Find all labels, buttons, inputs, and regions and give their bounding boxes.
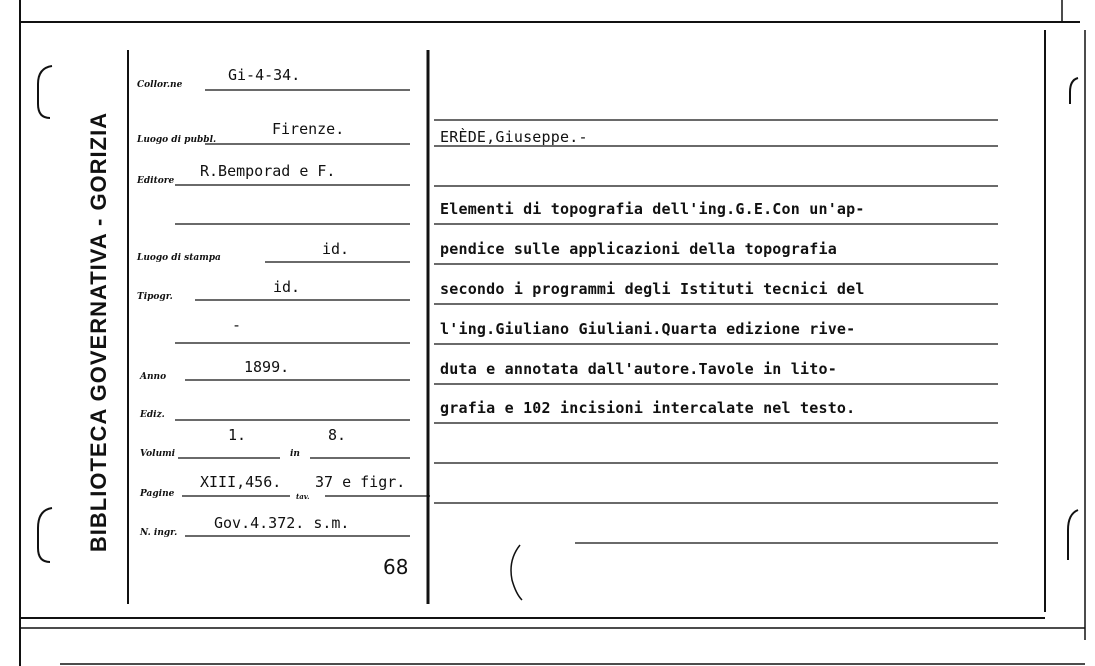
description-line: grafia e 102 incisioni intercalate nel testo. [440, 399, 856, 417]
description-line: pendice sulle applicazioni della topografia [440, 240, 837, 258]
description-line: secondo i programmi degli Istituti tecnici del [440, 280, 865, 298]
n-ingr-label: N. ingr. [140, 528, 178, 538]
pagine-value: XIII,456. [200, 473, 282, 491]
edizione-label: Ediz. [140, 410, 165, 420]
library-title: BIBLIOTECA GOVERNATIVA - GORIZIA [86, 111, 111, 553]
tipografia-label: Tipogr. [137, 292, 173, 302]
n-ingr-value: Gov.4.372. s.m. [214, 514, 350, 532]
luogo-stampa-label: Luogo di stampa [137, 253, 221, 263]
anno-value: 1899. [244, 358, 290, 376]
editore-label: Editore [137, 176, 175, 186]
pagine-label: Pagine [140, 489, 175, 499]
volumi-in-label: in [290, 449, 300, 459]
collocazione-label: Collor.ne [137, 80, 183, 90]
tipografia-value: id. [273, 278, 301, 296]
anno-label: Anno [140, 372, 167, 382]
description-line: l'ing.Giuliano Giuliani.Quarta edizione rive- [440, 320, 856, 338]
tavole-value: 37 e figr. [315, 473, 406, 491]
blank-mark: - [232, 316, 242, 334]
volumi-in-value: 8. [328, 426, 347, 444]
card-number: 68 [383, 555, 409, 579]
volumi-value: 1. [228, 426, 247, 444]
luogo-stampa-value: id. [322, 240, 350, 258]
author-heading: ERÈDE,Giuseppe.- [440, 128, 588, 146]
luogo-pubbl-value: Firenze. [272, 120, 345, 138]
description-line: duta e annotata dall'autore.Tavole in lito- [440, 360, 837, 378]
collocazione-value: Gi-4-34. [228, 66, 301, 84]
editore-value: R.Bemporad e F. [200, 162, 336, 180]
luogo-pubbl-label: Luogo di pubbl. [137, 135, 217, 145]
tavole-label: tav. [296, 492, 310, 501]
volumi-label: Volumi [140, 449, 176, 459]
description-line: Elementi di topografia dell'ing.G.E.Con un'ap- [440, 200, 865, 218]
